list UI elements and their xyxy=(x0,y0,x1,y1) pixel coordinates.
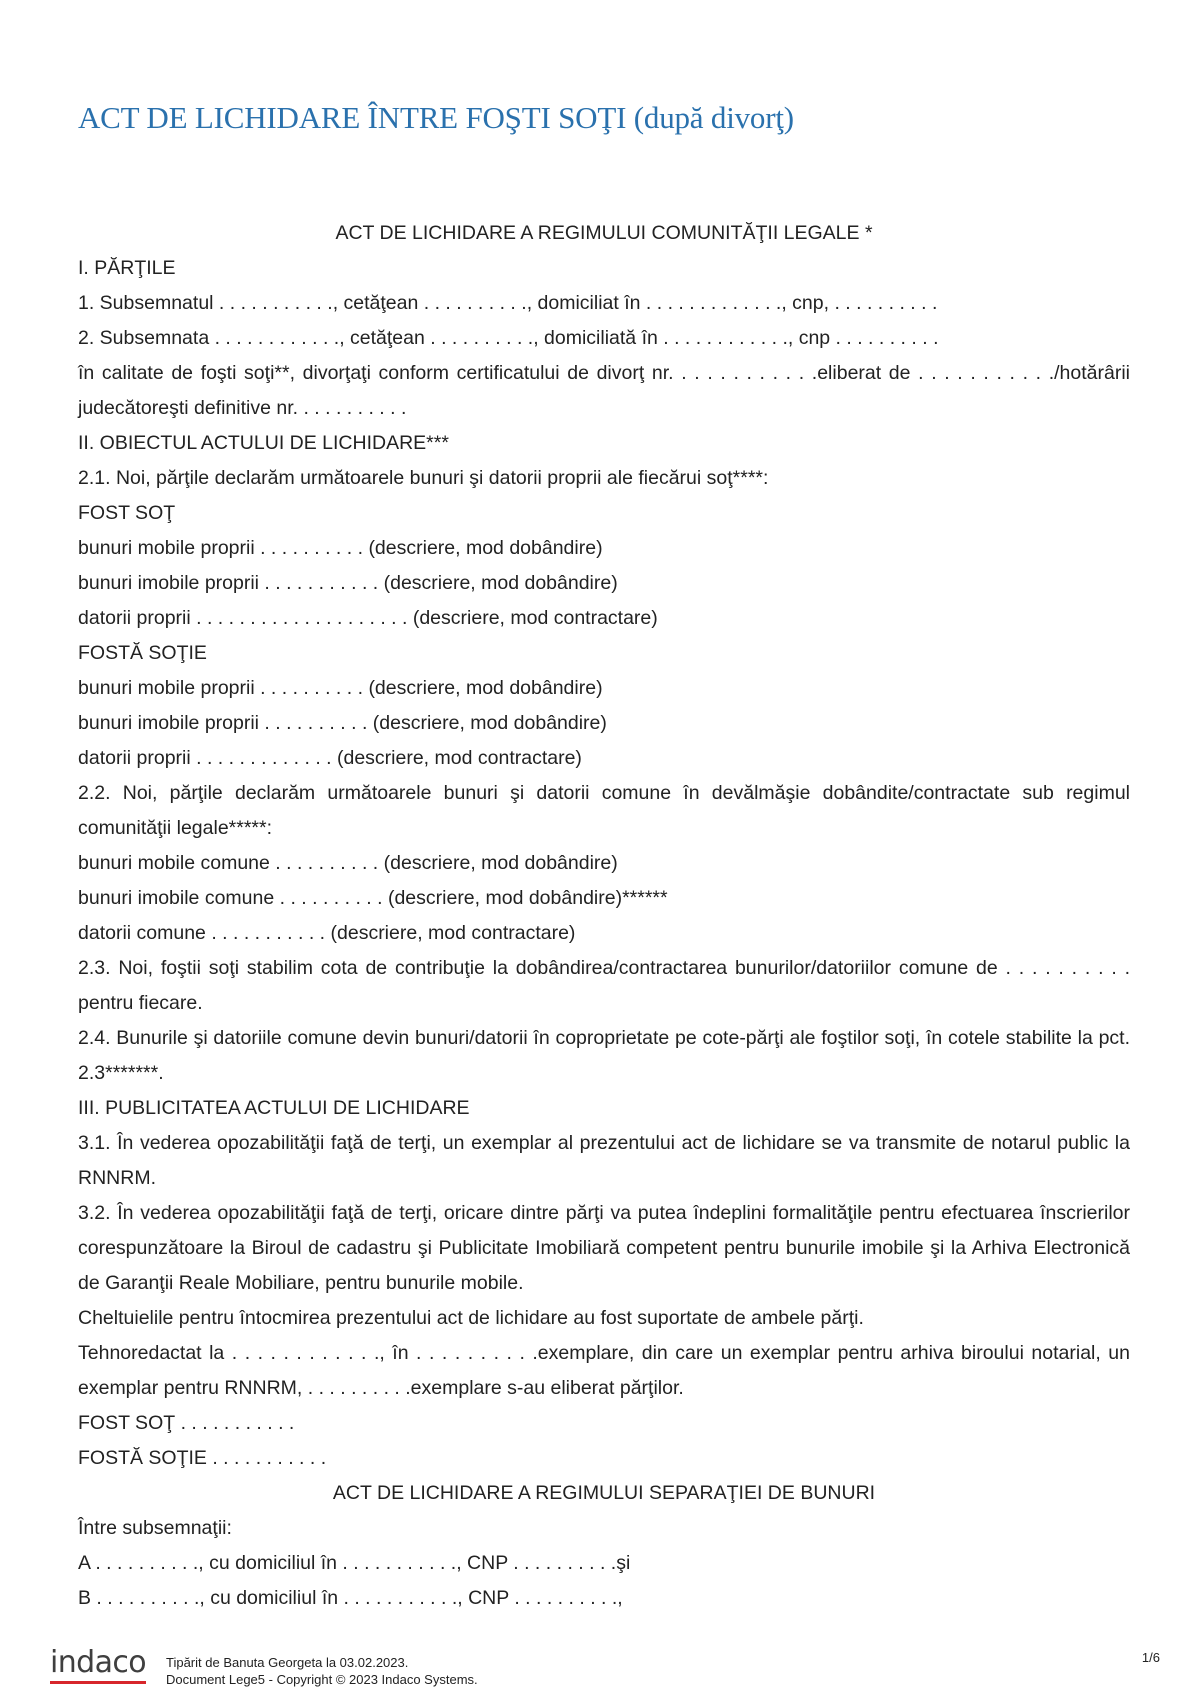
subheading-fost-sot: FOST SOŢ xyxy=(78,502,176,524)
paragraph-subsemnatul: 1. Subsemnatul . . . . . . . . . . ., cetăţean . . . . . . . . . ., domiciliat în . . . . . . . . . . . . ., cnp, . . . . . . . . . . xyxy=(78,292,938,314)
line-bunuri-mobile-comune: bunuri mobile comune . . . . . . . . . . (descriere, mod dobândire) xyxy=(78,852,618,874)
section-heading-publicitatea: III. PUBLICITATEA ACTULUI DE LICHIDARE xyxy=(78,1097,470,1119)
footer-copyright: Document Lege5 - Copyright © 2023 Indaco Systems. xyxy=(166,1672,478,1687)
page-footer xyxy=(50,1645,1160,1698)
paragraph-cheltuieli: Cheltuielile pentru întocmirea prezentului act de lichidare au fost suportate de ambele părţi. xyxy=(78,1307,864,1329)
signature-fosta-sotie: FOSTĂ SOŢIE . . . . . . . . . . . xyxy=(78,1447,327,1469)
paragraph-3-2: 3.2. În vederea opozabilităţii faţă de terţi, oricare dintre părţi va putea îndeplini formalităţile pentru efectuarea înscrierilor corespunzătoare la Biroul de cadastru şi Publicitate Imobiliară competent pentru bunurile imobile şi la Arhiva Electronică de Garanţii Reale Mobiliare, pentru bunurile mobile. xyxy=(78,1202,1130,1294)
line-datorii-comune: datorii comune . . . . . . . . . . . (descriere, mod contractare) xyxy=(78,922,576,944)
section-heading-separatie-bunuri: ACT DE LICHIDARE A REGIMULUI SEPARAŢIEI DE BUNURI xyxy=(332,1482,876,1504)
paragraph-tehnoredactat: Tehnoredactat la . . . . . . . . . . . ., în . . . . . . . . . .exemplare, din care un exemplar pentru arhiva biroului notarial, un exemplar pentru RNNRM, . . . . . . . . . .exemplare s-au eliberat părţilor. xyxy=(78,1342,1130,1399)
signature-fost-sot: FOST SOŢ . . . . . . . . . . . xyxy=(78,1412,295,1434)
paragraph-2-1: 2.1. Noi, părţile declarăm următoarele bunuri şi datorii proprii ale fiecărui soţ****: xyxy=(78,467,769,489)
document-body xyxy=(78,216,1130,1616)
subheading-fosta-sotie: FOSTĂ SOŢIE xyxy=(78,642,207,664)
section-heading-obiectul: II. OBIECTUL ACTULUI DE LICHIDARE*** xyxy=(78,432,449,454)
paragraph-2-4: 2.4. Bunurile şi datoriile comune devin bunuri/datorii în coproprietate pe cote-părţi ale foştilor soţi, în cotele stabilite la pct. 2.3*******. xyxy=(78,1027,1130,1084)
paragraph-subsemnata: 2. Subsemnata . . . . . . . . . . . ., cetăţean . . . . . . . . . ., domiciliată în . . . . . . . . . . . ., cnp . . . . . . . . . . xyxy=(78,327,939,349)
indaco-logo: indaco xyxy=(50,1648,146,1684)
page-number: 1/6 xyxy=(1141,1650,1160,1665)
paragraph-2-3: 2.3. Noi, foştii soţi stabilim cota de contribuţie la dobândirea/contractarea bunurilor/datoriilor comune de . . . . . . . . . . pentru fiecare. xyxy=(78,957,1130,1014)
footer-print-info xyxy=(166,1654,478,1688)
line-bunuri-mobile-proprii-sotie: bunuri mobile proprii . . . . . . . . . . (descriere, mod dobândire) xyxy=(78,677,603,699)
line-bunuri-imobile-proprii-sot: bunuri imobile proprii . . . . . . . . . . . (descriere, mod dobândire) xyxy=(78,572,618,594)
line-bunuri-imobile-proprii-sotie: bunuri imobile proprii . . . . . . . . . . (descriere, mod dobândire) xyxy=(78,712,607,734)
section-heading-comunitate-legala: ACT DE LICHIDARE A REGIMULUI COMUNITĂŢII LEGALE * xyxy=(335,222,873,244)
line-datorii-proprii-sotie: datorii proprii . . . . . . . . . . . . . (descriere, mod contractare) xyxy=(78,747,582,769)
paragraph-2-2: 2.2. Noi, părţile declarăm următoarele bunuri şi datorii comune în devălmăşie dobândite/contractate sub regimul comunităţii legale*****: xyxy=(78,782,1130,839)
paragraph-calitate-fosti-soti: în calitate de foşti soţi**, divorţaţi conform certificatului de divorţ nr. . . . . . . . . . . .eliberat de . . . . . . . . . . ./hotărârii judecătoreşti definitive nr. . . . . . . . . . . xyxy=(78,362,1130,419)
line-party-a: A . . . . . . . . . ., cu domiciliul în . . . . . . . . . . ., CNP . . . . . . . . . .şi xyxy=(78,1552,631,1574)
section-heading-partile: I. PĂRŢILE xyxy=(78,257,176,279)
paragraph-intre-subsemnatii: Între subsemnaţii: xyxy=(78,1517,232,1539)
line-bunuri-mobile-proprii-sot: bunuri mobile proprii . . . . . . . . . . (descriere, mod dobândire) xyxy=(78,537,603,559)
footer-printed-by: Tipărit de Banuta Georgeta la 03.02.2023. xyxy=(166,1655,409,1670)
document-title: ACT DE LICHIDARE ÎNTRE FOŞTI SOŢI (după divorţ) xyxy=(78,100,794,135)
line-bunuri-imobile-comune: bunuri imobile comune . . . . . . . . . . (descriere, mod dobândire)****** xyxy=(78,887,668,909)
line-party-b: B . . . . . . . . . ., cu domiciliul în . . . . . . . . . . ., CNP . . . . . . . . . ., xyxy=(78,1587,623,1609)
paragraph-3-1: 3.1. În vederea opozabilităţii faţă de terţi, un exemplar al prezentului act de lichidare se va transmite de notarul public la RNNRM. xyxy=(78,1132,1130,1189)
line-datorii-proprii-sot: datorii proprii . . . . . . . . . . . . . . . . . . . . (descriere, mod contractare) xyxy=(78,607,658,629)
